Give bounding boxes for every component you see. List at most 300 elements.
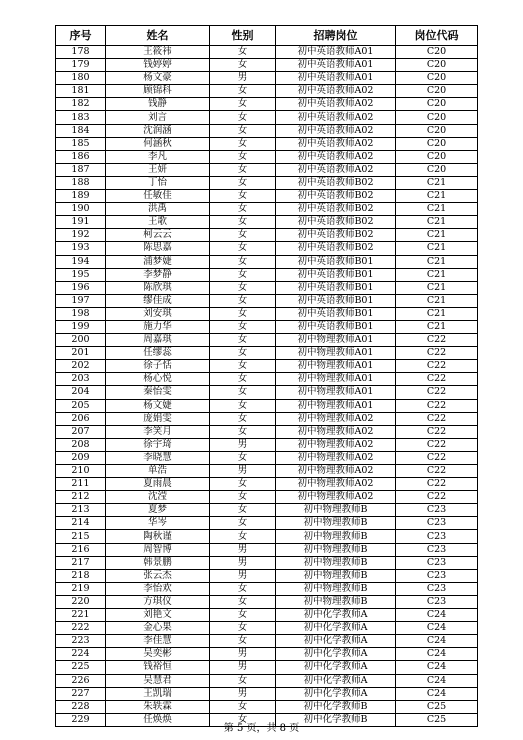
table-row	[56, 281, 478, 294]
table-row	[56, 609, 478, 622]
table-row	[56, 334, 478, 347]
cell-name: 陈欣琪	[106, 281, 210, 294]
cell-serial-number: 213	[56, 504, 106, 517]
cell-position-code: C20	[396, 46, 478, 59]
cell-name: 王凯瑞	[106, 687, 210, 700]
cell-gender: 男	[210, 465, 276, 478]
cell-position-code: C21	[396, 320, 478, 333]
table-row	[56, 465, 478, 478]
page-footer: 第 5 页，共 8 页	[223, 723, 300, 734]
cell-serial-number: 210	[56, 465, 106, 478]
cell-gender: 女	[210, 85, 276, 98]
cell-name: 杨心悦	[106, 373, 210, 386]
cell-position: 初中化学教师A	[276, 635, 396, 648]
cell-serial-number: 206	[56, 412, 106, 425]
cell-gender: 女	[210, 281, 276, 294]
cell-serial-number: 191	[56, 216, 106, 229]
cell-position: 初中物理教师B	[276, 530, 396, 543]
table-row	[56, 137, 478, 150]
cell-gender: 女	[210, 373, 276, 386]
table-row	[56, 203, 478, 216]
cell-serial-number: 208	[56, 438, 106, 451]
cell-gender: 女	[210, 451, 276, 464]
cell-name: 韩景鹏	[106, 556, 210, 569]
cell-serial-number: 214	[56, 517, 106, 530]
cell-position-code: C22	[396, 373, 478, 386]
cell-serial-number: 182	[56, 98, 106, 111]
cell-serial-number: 199	[56, 320, 106, 333]
cell-position-code: C20	[396, 137, 478, 150]
cell-position: 初中英语教师B02	[276, 216, 396, 229]
cell-serial-number: 197	[56, 294, 106, 307]
cell-serial-number: 201	[56, 347, 106, 360]
table-row	[56, 569, 478, 582]
cell-name: 丁怡	[106, 176, 210, 189]
cell-gender: 女	[210, 609, 276, 622]
table-row	[56, 425, 478, 438]
cell-position: 初中英语教师A02	[276, 98, 396, 111]
cell-name: 刘艳文	[106, 609, 210, 622]
cell-gender: 女	[210, 700, 276, 713]
cell-serial-number: 179	[56, 59, 106, 72]
cell-position-code: C23	[396, 595, 478, 608]
cell-gender: 男	[210, 72, 276, 85]
cell-name: 周嘉琪	[106, 334, 210, 347]
cell-gender: 女	[210, 478, 276, 491]
cell-position: 初中英语教师A02	[276, 137, 396, 150]
table-row	[56, 595, 478, 608]
table-row	[56, 687, 478, 700]
cell-position: 初中化学教师A	[276, 609, 396, 622]
table-row	[56, 674, 478, 687]
cell-position: 初中英语教师B01	[276, 281, 396, 294]
cell-serial-number: 178	[56, 46, 106, 59]
cell-gender: 女	[210, 582, 276, 595]
cell-serial-number: 225	[56, 661, 106, 674]
cell-position-code: C24	[396, 687, 478, 700]
cell-position-code: C21	[396, 229, 478, 242]
cell-name: 钱静	[106, 98, 210, 111]
cell-position: 初中英语教师A02	[276, 163, 396, 176]
cell-name: 李怡欢	[106, 582, 210, 595]
cell-serial-number: 192	[56, 229, 106, 242]
cell-position: 初中英语教师B01	[276, 294, 396, 307]
cell-position-code: C24	[396, 609, 478, 622]
applicant-table-container	[55, 25, 477, 727]
cell-position-code: C23	[396, 582, 478, 595]
cell-position-code: C21	[396, 203, 478, 216]
cell-serial-number: 203	[56, 373, 106, 386]
cell-name: 李佳慧	[106, 635, 210, 648]
cell-gender: 女	[210, 320, 276, 333]
table-row	[56, 294, 478, 307]
cell-position: 初中英语教师A02	[276, 150, 396, 163]
table-row	[56, 360, 478, 373]
cell-position: 初中英语教师A02	[276, 111, 396, 124]
cell-gender: 男	[210, 648, 276, 661]
cell-position-code: C24	[396, 661, 478, 674]
cell-name: 单浩	[106, 465, 210, 478]
cell-position-code: C23	[396, 569, 478, 582]
cell-serial-number: 194	[56, 255, 106, 268]
cell-position: 初中英语教师A01	[276, 59, 396, 72]
cell-position: 初中英语教师A02	[276, 85, 396, 98]
cell-position-code: C23	[396, 543, 478, 556]
cell-gender: 女	[210, 530, 276, 543]
cell-position: 初中化学教师A	[276, 648, 396, 661]
table-row	[56, 438, 478, 451]
cell-name: 任敏佳	[106, 190, 210, 203]
cell-name: 王筱祎	[106, 46, 210, 59]
cell-gender: 男	[210, 661, 276, 674]
cell-position: 初中英语教师A01	[276, 46, 396, 59]
cell-gender: 女	[210, 491, 276, 504]
cell-serial-number: 180	[56, 72, 106, 85]
table-row	[56, 543, 478, 556]
cell-name: 李凡	[106, 150, 210, 163]
header-serial-number: 序号	[56, 26, 106, 46]
table-row	[56, 320, 478, 333]
table-row	[56, 124, 478, 137]
cell-position: 初中英语教师B01	[276, 307, 396, 320]
cell-gender: 男	[210, 556, 276, 569]
cell-serial-number: 228	[56, 700, 106, 713]
cell-name: 任焕焕	[106, 713, 210, 726]
table-body	[56, 46, 478, 727]
cell-position: 初中物理教师A02	[276, 465, 396, 478]
cell-name: 顾锦科	[106, 85, 210, 98]
table-row	[56, 59, 478, 72]
cell-name: 王妍	[106, 163, 210, 176]
cell-position: 初中化学教师A	[276, 661, 396, 674]
cell-name: 吴慧君	[106, 674, 210, 687]
cell-position: 初中物理教师B	[276, 582, 396, 595]
cell-gender: 女	[210, 137, 276, 150]
cell-position-code: C25	[396, 713, 478, 726]
cell-gender: 女	[210, 595, 276, 608]
cell-gender: 女	[210, 163, 276, 176]
cell-serial-number: 218	[56, 569, 106, 582]
cell-serial-number: 223	[56, 635, 106, 648]
cell-position: 初中英语教师B01	[276, 320, 396, 333]
cell-serial-number: 211	[56, 478, 106, 491]
cell-name: 李梦静	[106, 268, 210, 281]
cell-serial-number: 193	[56, 242, 106, 255]
cell-serial-number: 219	[56, 582, 106, 595]
cell-gender: 女	[210, 622, 276, 635]
cell-position-code: C20	[396, 150, 478, 163]
cell-name: 夏梦	[106, 504, 210, 517]
cell-name: 浦梦婕	[106, 255, 210, 268]
cell-position-code: C22	[396, 491, 478, 504]
cell-position: 初中物理教师B	[276, 595, 396, 608]
cell-position-code: C21	[396, 242, 478, 255]
applicant-table	[55, 25, 478, 727]
cell-name: 杨文豪	[106, 72, 210, 85]
cell-gender: 女	[210, 347, 276, 360]
cell-serial-number: 187	[56, 163, 106, 176]
table-row	[56, 491, 478, 504]
table-row	[56, 268, 478, 281]
cell-name: 缪佳成	[106, 294, 210, 307]
cell-position-code: C22	[396, 425, 478, 438]
cell-gender: 女	[210, 216, 276, 229]
cell-serial-number: 207	[56, 425, 106, 438]
table-row	[56, 622, 478, 635]
cell-position: 初中物理教师A02	[276, 451, 396, 464]
cell-gender: 女	[210, 307, 276, 320]
cell-name: 方琪仪	[106, 595, 210, 608]
table-row	[56, 412, 478, 425]
table-row	[56, 530, 478, 543]
cell-position: 初中物理教师A02	[276, 412, 396, 425]
cell-gender: 女	[210, 111, 276, 124]
table-row	[56, 72, 478, 85]
cell-position-code: C25	[396, 700, 478, 713]
cell-serial-number: 226	[56, 674, 106, 687]
cell-gender: 女	[210, 203, 276, 216]
cell-position-code: C20	[396, 163, 478, 176]
cell-position-code: C23	[396, 556, 478, 569]
cell-name: 陈思嘉	[106, 242, 210, 255]
table-row	[56, 386, 478, 399]
cell-name: 徐子恬	[106, 360, 210, 373]
cell-position: 初中英语教师B02	[276, 190, 396, 203]
cell-gender: 女	[210, 190, 276, 203]
cell-name: 王歌	[106, 216, 210, 229]
table-row	[56, 163, 478, 176]
table-row	[56, 46, 478, 59]
cell-gender: 男	[210, 438, 276, 451]
cell-position: 初中英语教师B02	[276, 242, 396, 255]
cell-serial-number: 183	[56, 111, 106, 124]
cell-serial-number: 205	[56, 399, 106, 412]
cell-position-code: C20	[396, 124, 478, 137]
table-row	[56, 661, 478, 674]
cell-position-code: C21	[396, 176, 478, 189]
header-name: 姓名	[106, 26, 210, 46]
cell-serial-number: 190	[56, 203, 106, 216]
cell-gender: 女	[210, 412, 276, 425]
cell-position: 初中化学教师A	[276, 687, 396, 700]
table-row	[56, 504, 478, 517]
cell-name: 洪禹	[106, 203, 210, 216]
header-row	[56, 26, 478, 46]
cell-serial-number: 220	[56, 595, 106, 608]
cell-gender: 女	[210, 150, 276, 163]
cell-position-code: C21	[396, 307, 478, 320]
cell-name: 沈润涵	[106, 124, 210, 137]
cell-position-code: C22	[396, 465, 478, 478]
cell-name: 刘言	[106, 111, 210, 124]
cell-gender: 女	[210, 268, 276, 281]
cell-gender: 女	[210, 386, 276, 399]
cell-serial-number: 216	[56, 543, 106, 556]
cell-name: 朱轶霖	[106, 700, 210, 713]
cell-position-code: C24	[396, 648, 478, 661]
cell-position-code: C21	[396, 268, 478, 281]
cell-position: 初中物理教师A01	[276, 373, 396, 386]
cell-name: 李晓慧	[106, 451, 210, 464]
cell-gender: 女	[210, 399, 276, 412]
cell-name: 李笑月	[106, 425, 210, 438]
cell-position-code: C21	[396, 216, 478, 229]
cell-position-code: C23	[396, 504, 478, 517]
cell-serial-number: 215	[56, 530, 106, 543]
table-row	[56, 229, 478, 242]
table-row	[56, 216, 478, 229]
cell-gender: 女	[210, 294, 276, 307]
cell-serial-number: 229	[56, 713, 106, 726]
table-row	[56, 700, 478, 713]
cell-serial-number: 221	[56, 609, 106, 622]
cell-serial-number: 224	[56, 648, 106, 661]
table-row	[56, 307, 478, 320]
cell-serial-number: 188	[56, 176, 106, 189]
cell-position: 初中物理教师A01	[276, 399, 396, 412]
cell-serial-number: 227	[56, 687, 106, 700]
table-row	[56, 111, 478, 124]
cell-position-code: C22	[396, 360, 478, 373]
table-row	[56, 517, 478, 530]
cell-serial-number: 200	[56, 334, 106, 347]
cell-position: 初中物理教师B	[276, 517, 396, 530]
table-row	[56, 190, 478, 203]
cell-gender: 女	[210, 713, 276, 726]
cell-position: 初中化学教师A	[276, 674, 396, 687]
cell-position: 初中物理教师B	[276, 543, 396, 556]
cell-position: 初中物理教师B	[276, 504, 396, 517]
cell-position-code: C21	[396, 281, 478, 294]
cell-gender: 女	[210, 59, 276, 72]
cell-name: 陶秋谨	[106, 530, 210, 543]
cell-name: 杨文婕	[106, 399, 210, 412]
cell-position: 初中英语教师B02	[276, 176, 396, 189]
cell-gender: 女	[210, 46, 276, 59]
cell-position: 初中英语教师A02	[276, 124, 396, 137]
cell-position-code: C22	[396, 478, 478, 491]
cell-position-code: C24	[396, 622, 478, 635]
cell-position: 初中英语教师B01	[276, 255, 396, 268]
table-row	[56, 255, 478, 268]
cell-position: 初中物理教师A02	[276, 425, 396, 438]
cell-gender: 男	[210, 543, 276, 556]
cell-gender: 女	[210, 229, 276, 242]
cell-gender: 女	[210, 98, 276, 111]
cell-gender: 女	[210, 124, 276, 137]
cell-position-code: C23	[396, 530, 478, 543]
cell-name: 柯云云	[106, 229, 210, 242]
cell-position: 初中物理教师A02	[276, 438, 396, 451]
cell-position-code: C20	[396, 72, 478, 85]
cell-position-code: C20	[396, 98, 478, 111]
table-row	[56, 347, 478, 360]
cell-name: 夏雨晨	[106, 478, 210, 491]
cell-name: 任缪蕊	[106, 347, 210, 360]
cell-position: 初中英语教师B01	[276, 268, 396, 281]
cell-gender: 女	[210, 504, 276, 517]
cell-gender: 女	[210, 674, 276, 687]
cell-name: 秦怡雯	[106, 386, 210, 399]
cell-position-code: C21	[396, 255, 478, 268]
cell-gender: 男	[210, 687, 276, 700]
cell-serial-number: 185	[56, 137, 106, 150]
cell-serial-number: 181	[56, 85, 106, 98]
cell-name: 华岑	[106, 517, 210, 530]
cell-position-code: C22	[396, 347, 478, 360]
cell-position-code: C21	[396, 190, 478, 203]
table-row	[56, 176, 478, 189]
cell-serial-number: 202	[56, 360, 106, 373]
cell-position: 初中物理教师B	[276, 556, 396, 569]
cell-serial-number: 184	[56, 124, 106, 137]
cell-position: 初中物理教师A01	[276, 334, 396, 347]
cell-serial-number: 189	[56, 190, 106, 203]
cell-position: 初中物理教师A01	[276, 347, 396, 360]
cell-name: 沈滢	[106, 491, 210, 504]
table-row	[56, 373, 478, 386]
header-gender: 性别	[210, 26, 276, 46]
cell-gender: 女	[210, 334, 276, 347]
table-row	[56, 556, 478, 569]
cell-serial-number: 196	[56, 281, 106, 294]
header-position: 招聘岗位	[276, 26, 396, 46]
cell-position-code: C24	[396, 674, 478, 687]
cell-position: 初中化学教师B	[276, 713, 396, 726]
cell-position-code: C24	[396, 635, 478, 648]
cell-name: 庞娟雯	[106, 412, 210, 425]
cell-position-code: C21	[396, 294, 478, 307]
cell-position: 初中物理教师A01	[276, 360, 396, 373]
cell-position: 初中物理教师A01	[276, 386, 396, 399]
cell-name: 张云杰	[106, 569, 210, 582]
cell-gender: 女	[210, 425, 276, 438]
cell-serial-number: 204	[56, 386, 106, 399]
cell-position-code: C22	[396, 386, 478, 399]
cell-name: 刘安琪	[106, 307, 210, 320]
cell-gender: 女	[210, 255, 276, 268]
cell-position: 初中物理教师A02	[276, 491, 396, 504]
cell-serial-number: 186	[56, 150, 106, 163]
table-row	[56, 98, 478, 111]
cell-position-code: C22	[396, 399, 478, 412]
cell-position: 初中物理教师A02	[276, 478, 396, 491]
table-row	[56, 85, 478, 98]
cell-gender: 女	[210, 242, 276, 255]
table-row	[56, 399, 478, 412]
cell-position-code: C22	[396, 451, 478, 464]
cell-name: 徐宇琦	[106, 438, 210, 451]
cell-serial-number: 198	[56, 307, 106, 320]
table-row	[56, 150, 478, 163]
cell-name: 施力华	[106, 320, 210, 333]
cell-name: 周智博	[106, 543, 210, 556]
cell-gender: 女	[210, 517, 276, 530]
cell-serial-number: 195	[56, 268, 106, 281]
cell-position-code: C22	[396, 334, 478, 347]
cell-position: 初中化学教师A	[276, 622, 396, 635]
cell-name: 吴奕彬	[106, 648, 210, 661]
cell-position: 初中英语教师A01	[276, 72, 396, 85]
table-row	[56, 648, 478, 661]
cell-position-code: C22	[396, 438, 478, 451]
cell-gender: 男	[210, 569, 276, 582]
cell-position: 初中英语教师B02	[276, 203, 396, 216]
cell-name: 钱婷婷	[106, 59, 210, 72]
table-row	[56, 582, 478, 595]
cell-position: 初中化学教师B	[276, 700, 396, 713]
table-row	[56, 451, 478, 464]
